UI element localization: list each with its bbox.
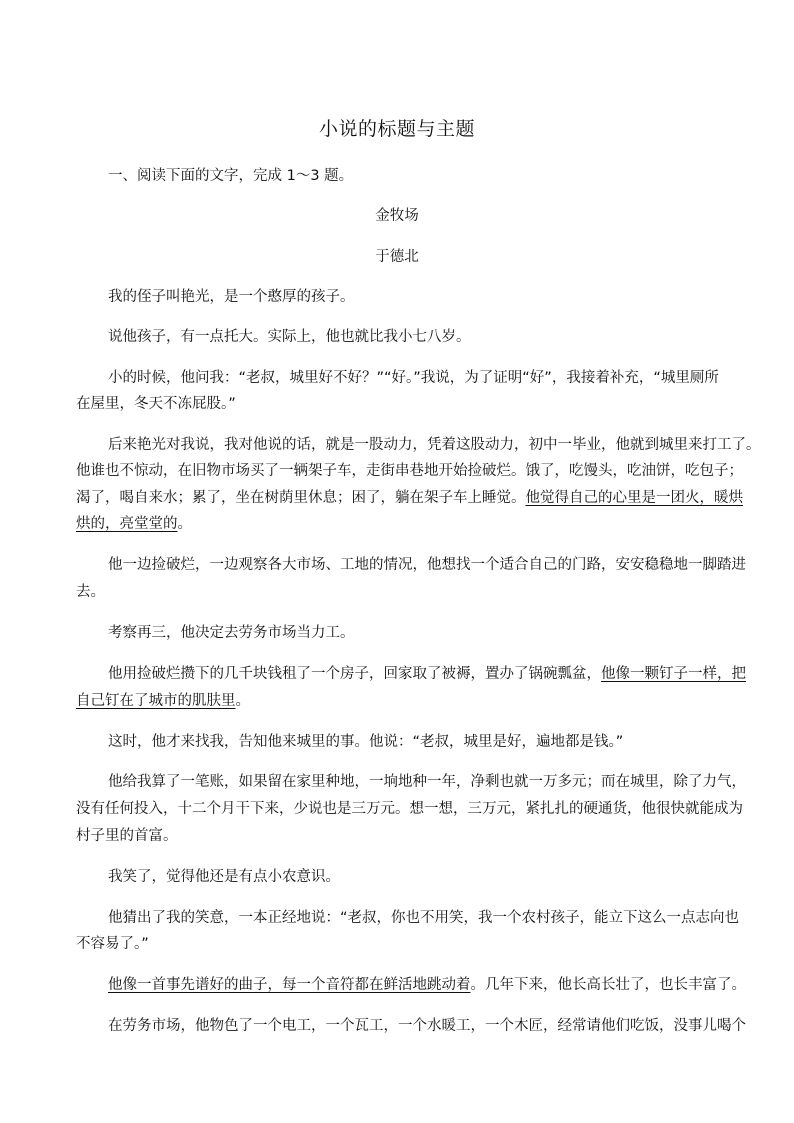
paragraph-12-text: 。几年下来，他长高长壮了，也长丰富了。	[470, 977, 746, 993]
paragraph-7-line-2-end: 。	[235, 693, 250, 709]
paragraph-6: 考察再三，他决定去劳务市场当力工。	[108, 625, 355, 641]
underlined-sentence-2-end: 自己钉在了城市的肌肤里	[76, 693, 236, 709]
paragraph-1: 我的侄子叫艳光，是一个憨厚的孩子。	[108, 289, 355, 305]
paragraph-9-line-1: 他给我算了一笔账，如果留在家里种地，一垧地种一年，净剩也就一万多元；而在城里，除了力气，	[108, 774, 746, 790]
paragraph-5-line-1: 他一边捡破烂，一边观察各大市场、工地的情况，他想找一个适合自己的门路，安安稳稳地一脚踏进	[108, 557, 746, 573]
paragraph-4-line-3-text: 渴了，喝自来水；累了，坐在树荫里休息；困了，躺在架子车上睡觉。	[76, 490, 526, 506]
paragraph-4-line-1: 后来艳光对我说，我对他说的话，就是一股动力，凭着这股动力，初中一毕业，他就到城里来打工了。	[108, 437, 761, 453]
page-title: 小说的标题与主题	[318, 118, 475, 140]
paragraph-3-line-1: 小的时候，他问我：“老叔，城里好不好？”“好。”我说，为了证明“好”，我接着补充，“城里厕所	[108, 370, 719, 386]
paragraph-7-line-1-text: 他用捡破烂攒下的几千块钱租了一个房子，回家取了被褥，置办了锅碗瓢盆，	[108, 666, 601, 682]
paragraph-5-line-2: 去。	[76, 584, 105, 600]
paragraph-13: 在劳务市场，他物色了一个电工，一个瓦工，一个水暖工，一个木匠，经常请他们吃饭，没事儿喝个	[108, 1018, 746, 1034]
paragraph-10: 我笑了，觉得他还是有点小农意识。	[108, 869, 340, 885]
paragraph-2: 说他孩子，有一点托大。实际上，他也就比我小七八岁。	[108, 329, 471, 345]
paragraph-12	[108, 975, 746, 995]
story-author: 于德北	[375, 249, 419, 265]
paragraph-7-line-1	[108, 664, 746, 684]
underlined-sentence-3: 他像一首事先谱好的曲子，每一个音符都在鲜活地跳动着	[108, 977, 471, 993]
paragraph-8: 这时，他才来找我，告知他来城里的事。他说：“老叔，城里是好，遍地都是钱。”	[108, 734, 624, 750]
question-instruction: 一、阅读下面的文字，完成 1～3 题。	[108, 168, 354, 184]
paragraph-9-line-3: 村子里的首富。	[76, 828, 178, 844]
story-title: 金牧场	[375, 208, 419, 224]
underlined-sentence-1-end: 烘的，亮堂堂的	[76, 516, 178, 532]
paragraph-4-line-3	[76, 488, 743, 508]
paragraph-4-line-2: 他谁也不惊动，在旧物市场买了一辆架子车，走街串巷地开始捡破烂。饿了，吃馒头，吃油饼，吃包子；	[76, 463, 743, 479]
paragraph-11-line-2: 不容易了。”	[76, 936, 149, 952]
paragraph-4-line-4-end: 。	[177, 516, 192, 532]
paragraph-11-line-1: 他猜出了我的笑意，一本正经地说：“老叔，你也不用笑，我一个农村孩子，能立下这么一点志向也	[108, 910, 740, 926]
underlined-sentence-1: 他觉得自己的心里是一团火，暖烘	[525, 490, 743, 506]
paragraph-3-line-2: 在屋里，冬天不冻屁股。”	[76, 396, 236, 412]
paragraph-7-line-2	[76, 691, 250, 711]
paragraph-4-line-4	[76, 514, 192, 534]
underlined-sentence-2: 他像一颗钉子一样，把	[601, 666, 746, 682]
paragraph-9-line-2: 没有任何投入，十二个月干下来，少说也是三万元。想一想，三万元，紧扎扎的硬通货，他很快就能成为	[76, 801, 743, 817]
